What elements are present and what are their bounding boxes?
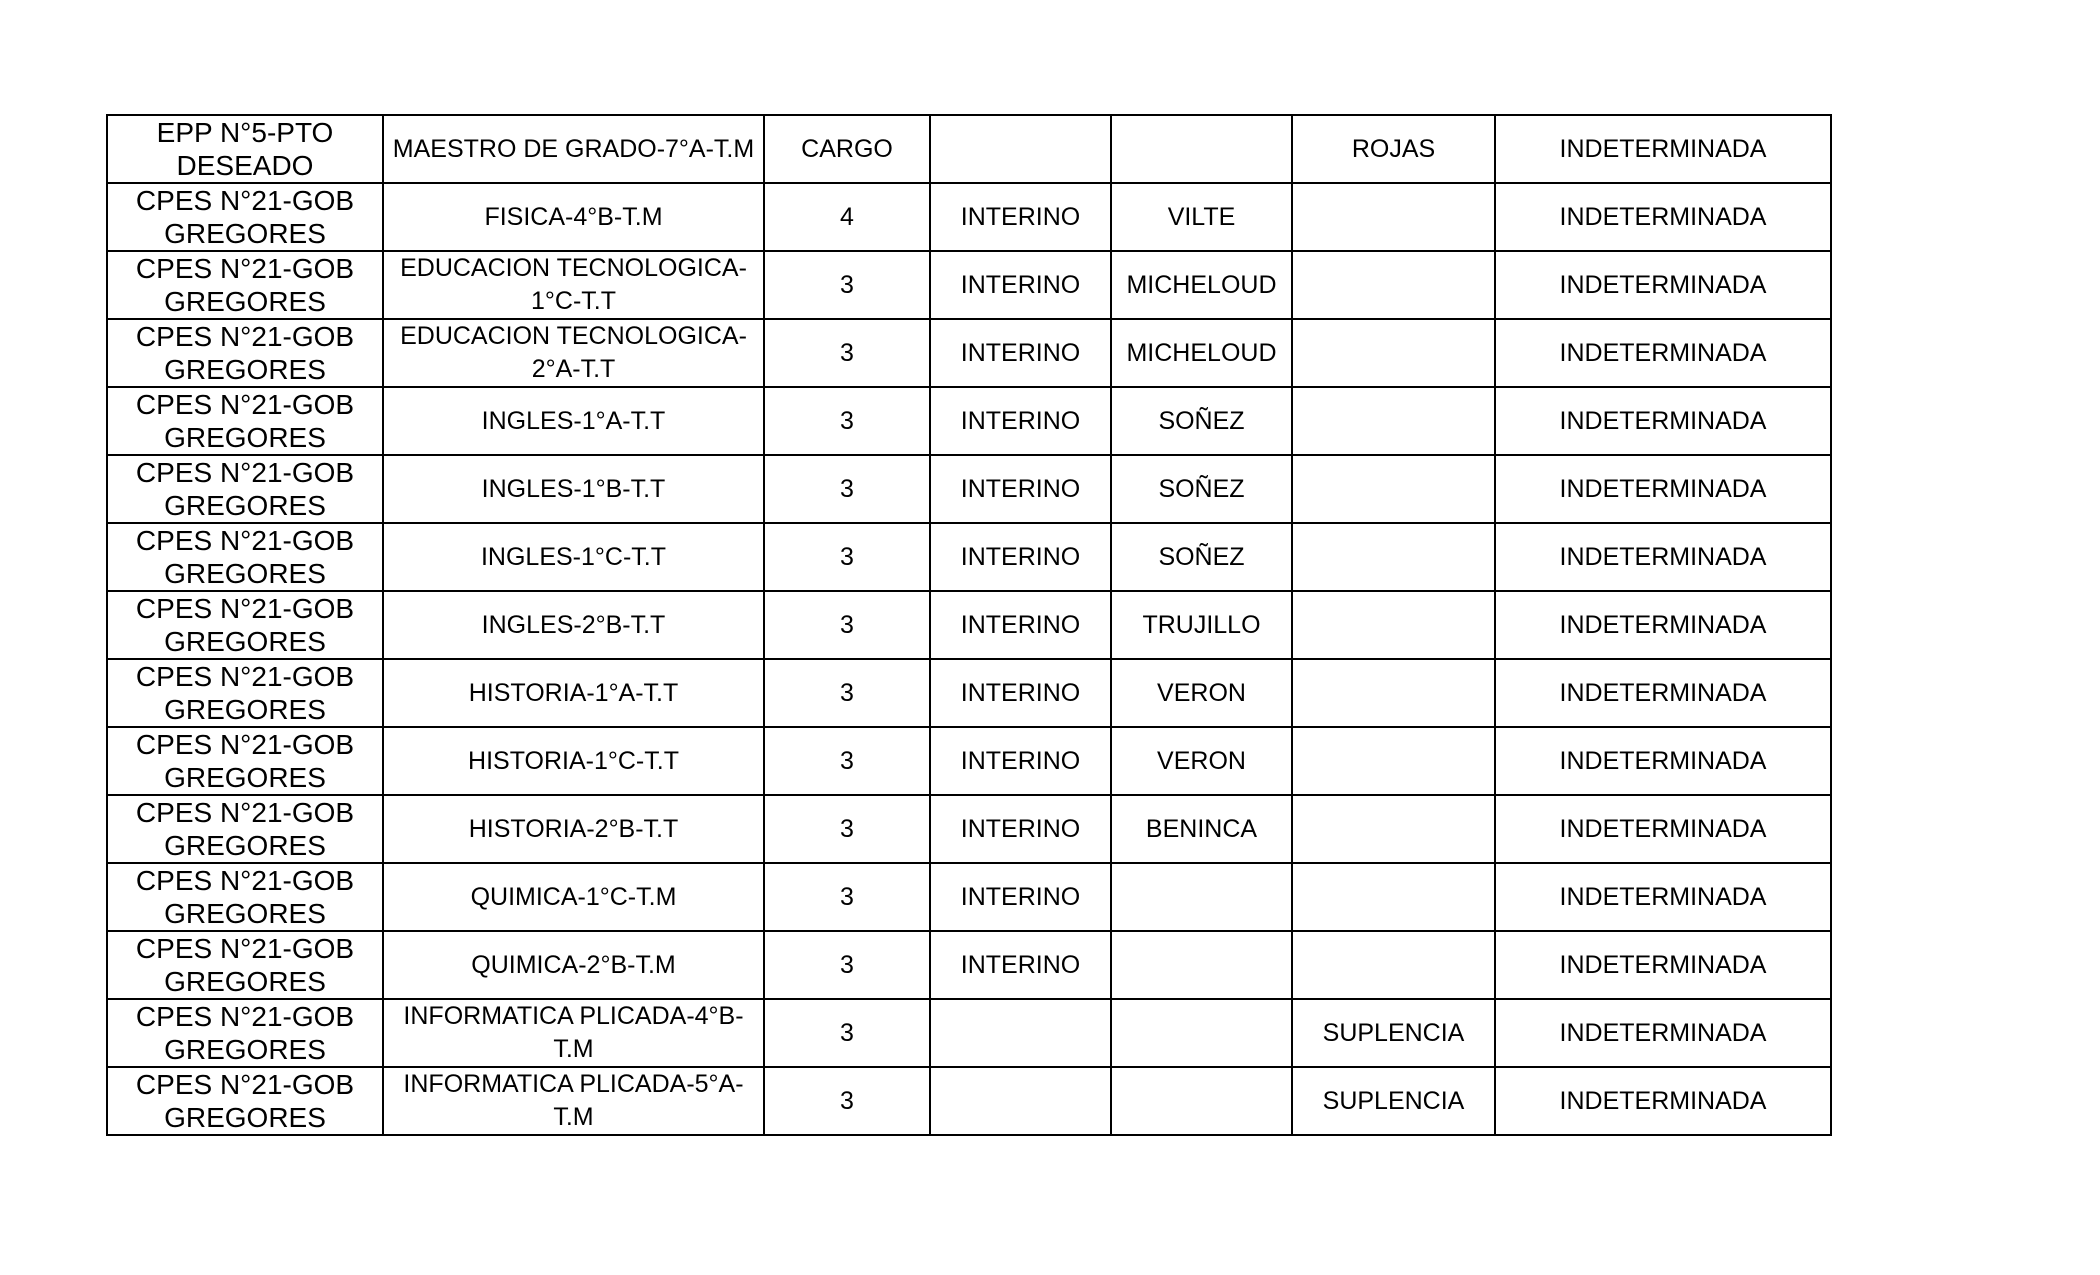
table-row (107, 999, 1831, 1067)
institution-cell: CPES N°21-GOB GREGORES (107, 727, 383, 795)
institution-cell: CPES N°21-GOB GREGORES (107, 659, 383, 727)
subject-cell: EDUCACION TECNOLOGICA-1°C-T.T (383, 251, 764, 319)
subject-cell: INGLES-1°C-T.T (383, 523, 764, 591)
modality-cell (1292, 795, 1495, 863)
teacher-cell: TRUJILLO (1111, 591, 1292, 659)
institution-cell: CPES N°21-GOB GREGORES (107, 1067, 383, 1135)
table-row (107, 455, 1831, 523)
duration-cell: INDETERMINADA (1495, 1067, 1831, 1135)
subject-cell: HISTORIA-1°C-T.T (383, 727, 764, 795)
institution-cell: CPES N°21-GOB GREGORES (107, 183, 383, 251)
hours-cell: 3 (764, 659, 930, 727)
situation-cell: INTERINO (930, 455, 1111, 523)
subject-cell: INFORMATICA PLICADA-4°B-T.M (383, 999, 764, 1067)
modality-cell (1292, 523, 1495, 591)
institution-cell: CPES N°21-GOB GREGORES (107, 387, 383, 455)
subject-cell: INGLES-1°B-T.T (383, 455, 764, 523)
hours-cell: 4 (764, 183, 930, 251)
modality-cell (1292, 251, 1495, 319)
hours-cell: 3 (764, 523, 930, 591)
subject-cell: INGLES-1°A-T.T (383, 387, 764, 455)
teacher-cell: BENINCA (1111, 795, 1292, 863)
hours-cell: 3 (764, 387, 930, 455)
subject-cell: MAESTRO DE GRADO-7°A-T.M (383, 115, 764, 183)
modality-cell: SUPLENCIA (1292, 1067, 1495, 1135)
situation-cell: INTERINO (930, 931, 1111, 999)
table-row (107, 795, 1831, 863)
subject-cell: HISTORIA-2°B-T.T (383, 795, 764, 863)
institution-cell: CPES N°21-GOB GREGORES (107, 319, 383, 387)
institution-cell: CPES N°21-GOB GREGORES (107, 455, 383, 523)
teacher-cell: SOÑEZ (1111, 387, 1292, 455)
situation-cell (930, 999, 1111, 1067)
institution-cell: CPES N°21-GOB GREGORES (107, 795, 383, 863)
modality-cell (1292, 183, 1495, 251)
teacher-cell (1111, 931, 1292, 999)
situation-cell (930, 1067, 1111, 1135)
situation-cell: INTERINO (930, 387, 1111, 455)
hours-cell: 3 (764, 591, 930, 659)
positions-table (106, 114, 1832, 1136)
teacher-cell: VERON (1111, 659, 1292, 727)
subject-cell: QUIMICA-1°C-T.M (383, 863, 764, 931)
modality-cell: ROJAS (1292, 115, 1495, 183)
hours-cell: 3 (764, 727, 930, 795)
subject-cell: QUIMICA-2°B-T.M (383, 931, 764, 999)
table-row (107, 1067, 1831, 1135)
modality-cell (1292, 727, 1495, 795)
situation-cell: INTERINO (930, 183, 1111, 251)
situation-cell: INTERINO (930, 795, 1111, 863)
situation-cell: INTERINO (930, 863, 1111, 931)
table-row (107, 183, 1831, 251)
duration-cell: INDETERMINADA (1495, 931, 1831, 999)
hours-cell: 3 (764, 251, 930, 319)
table-row (107, 319, 1831, 387)
subject-cell: EDUCACION TECNOLOGICA-2°A-T.T (383, 319, 764, 387)
modality-cell: SUPLENCIA (1292, 999, 1495, 1067)
modality-cell (1292, 455, 1495, 523)
situation-cell (930, 115, 1111, 183)
institution-cell: CPES N°21-GOB GREGORES (107, 999, 383, 1067)
modality-cell (1292, 319, 1495, 387)
table-row (107, 591, 1831, 659)
table-row (107, 863, 1831, 931)
teacher-cell (1111, 115, 1292, 183)
modality-cell (1292, 387, 1495, 455)
teacher-cell: SOÑEZ (1111, 455, 1292, 523)
hours-cell: 3 (764, 999, 930, 1067)
duration-cell: INDETERMINADA (1495, 659, 1831, 727)
teacher-cell: MICHELOUD (1111, 319, 1292, 387)
hours-cell: 3 (764, 319, 930, 387)
hours-cell: 3 (764, 931, 930, 999)
institution-cell: EPP N°5-PTO DESEADO (107, 115, 383, 183)
modality-cell (1292, 863, 1495, 931)
duration-cell: INDETERMINADA (1495, 591, 1831, 659)
hours-cell: 3 (764, 795, 930, 863)
duration-cell: INDETERMINADA (1495, 727, 1831, 795)
situation-cell: INTERINO (930, 659, 1111, 727)
duration-cell: INDETERMINADA (1495, 795, 1831, 863)
table-row (107, 727, 1831, 795)
teacher-cell: MICHELOUD (1111, 251, 1292, 319)
duration-cell: INDETERMINADA (1495, 455, 1831, 523)
institution-cell: CPES N°21-GOB GREGORES (107, 591, 383, 659)
hours-cell: CARGO (764, 115, 930, 183)
positions-table-body (107, 115, 1831, 1135)
modality-cell (1292, 931, 1495, 999)
institution-cell: CPES N°21-GOB GREGORES (107, 251, 383, 319)
table-row (107, 251, 1831, 319)
situation-cell: INTERINO (930, 523, 1111, 591)
teacher-cell (1111, 999, 1292, 1067)
institution-cell: CPES N°21-GOB GREGORES (107, 863, 383, 931)
duration-cell: INDETERMINADA (1495, 999, 1831, 1067)
duration-cell: INDETERMINADA (1495, 183, 1831, 251)
duration-cell: INDETERMINADA (1495, 863, 1831, 931)
subject-cell: FISICA-4°B-T.M (383, 183, 764, 251)
table-row (107, 115, 1831, 183)
table-row (107, 523, 1831, 591)
duration-cell: INDETERMINADA (1495, 115, 1831, 183)
subject-cell: HISTORIA-1°A-T.T (383, 659, 764, 727)
duration-cell: INDETERMINADA (1495, 251, 1831, 319)
situation-cell: INTERINO (930, 251, 1111, 319)
situation-cell: INTERINO (930, 727, 1111, 795)
hours-cell: 3 (764, 863, 930, 931)
duration-cell: INDETERMINADA (1495, 387, 1831, 455)
institution-cell: CPES N°21-GOB GREGORES (107, 523, 383, 591)
modality-cell (1292, 591, 1495, 659)
situation-cell: INTERINO (930, 319, 1111, 387)
duration-cell: INDETERMINADA (1495, 523, 1831, 591)
table-row (107, 931, 1831, 999)
modality-cell (1292, 659, 1495, 727)
teacher-cell: VILTE (1111, 183, 1292, 251)
table-row (107, 387, 1831, 455)
subject-cell: INGLES-2°B-T.T (383, 591, 764, 659)
teacher-cell (1111, 1067, 1292, 1135)
hours-cell: 3 (764, 1067, 930, 1135)
teacher-cell: SOÑEZ (1111, 523, 1292, 591)
hours-cell: 3 (764, 455, 930, 523)
situation-cell: INTERINO (930, 591, 1111, 659)
teacher-cell (1111, 863, 1292, 931)
subject-cell: INFORMATICA PLICADA-5°A-T.M (383, 1067, 764, 1135)
duration-cell: INDETERMINADA (1495, 319, 1831, 387)
table-row (107, 659, 1831, 727)
institution-cell: CPES N°21-GOB GREGORES (107, 931, 383, 999)
teacher-cell: VERON (1111, 727, 1292, 795)
